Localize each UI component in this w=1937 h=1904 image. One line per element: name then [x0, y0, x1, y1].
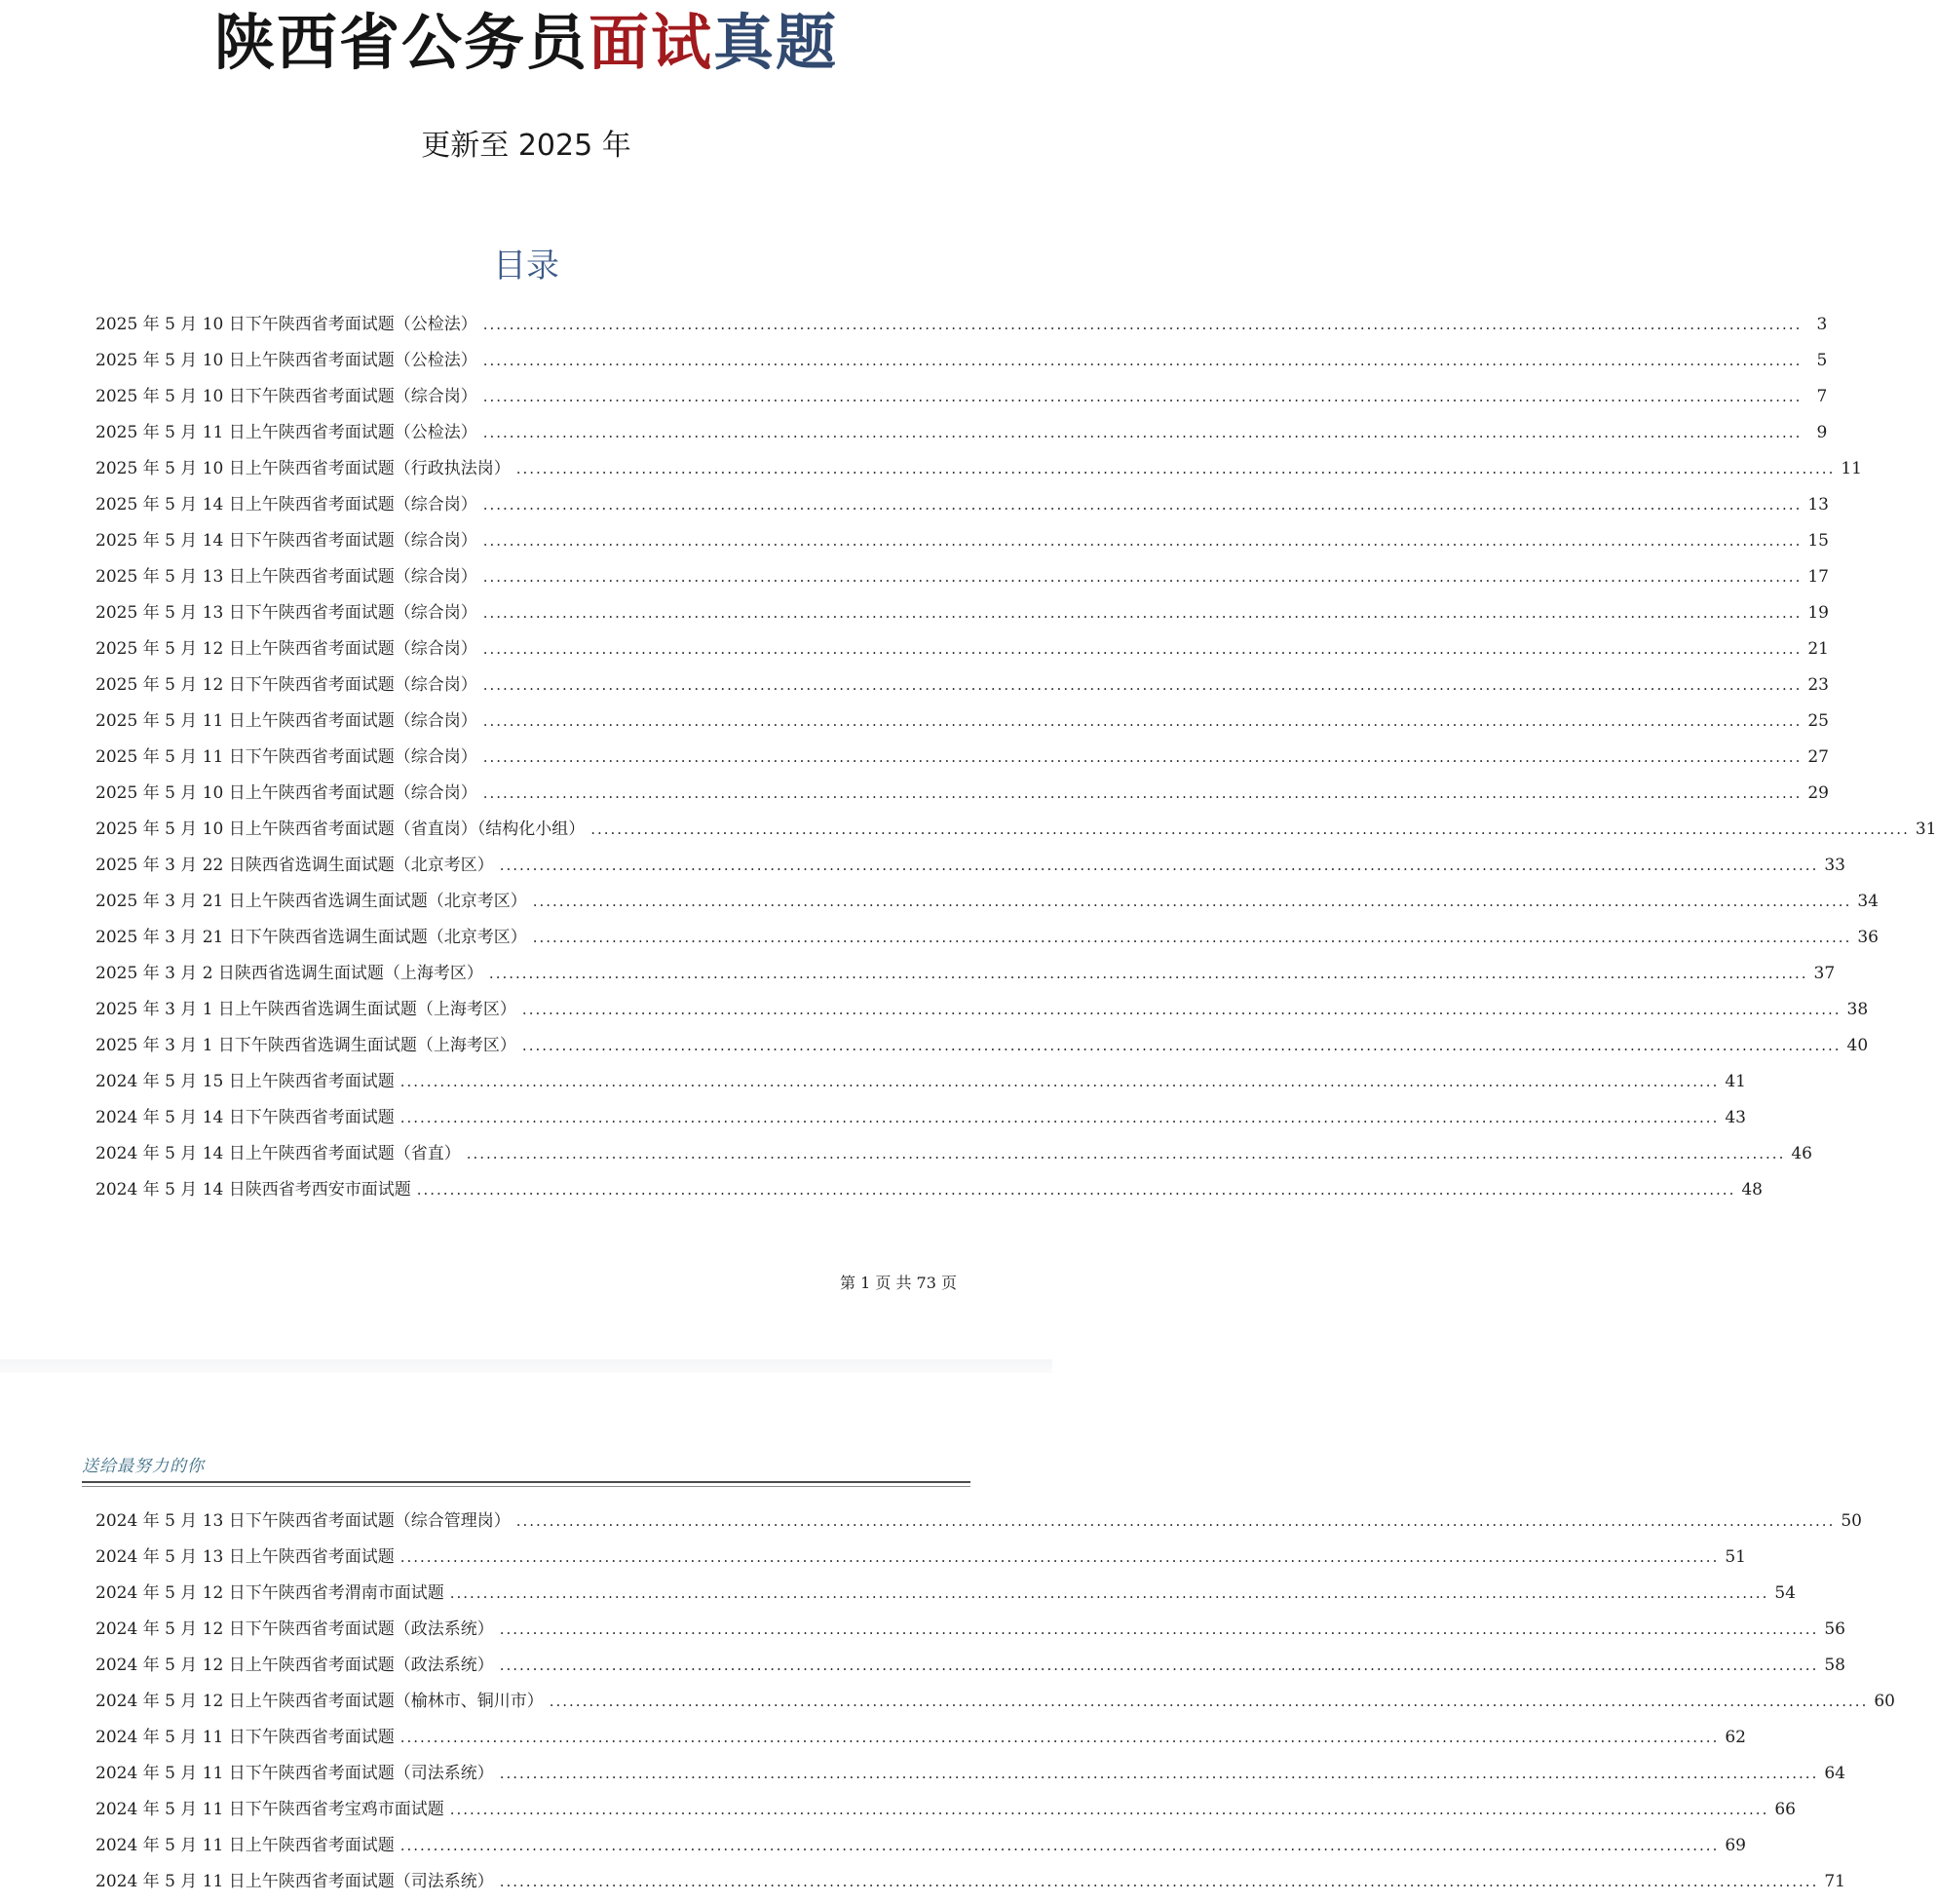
toc-entry-title: 2024 年 5 月 11 日上午陕西省考面试题 [95, 1836, 395, 1855]
toc-entry-title: 2025 年 5 月 12 日上午陕西省考面试题（综合岗） [95, 639, 477, 659]
toc-entry-page: 11 [1841, 459, 1862, 478]
toc-leader-dots: ........................................................................................................................................................................................................ [416, 1181, 1736, 1199]
document-subtitle: 更新至 2025 年 [421, 129, 631, 163]
toc-leader-dots: ........................................................................................................................................................................................................ [482, 712, 1803, 730]
toc-entry-title: 2025 年 3 月 2 日陕西省选调生面试题（上海考区） [95, 964, 483, 983]
toc-entry-page: 66 [1774, 1800, 1796, 1819]
toc-entry[interactable] [95, 812, 1937, 848]
toc-entry-page: 60 [1874, 1692, 1895, 1711]
toc-entry[interactable] [95, 1612, 1845, 1648]
toc-leader-dots: ........................................................................................................................................................................................................ [499, 1873, 1819, 1890]
toc-leader-dots: ........................................................................................................................................................................................................ [482, 676, 1803, 694]
toc-entry-page: 33 [1824, 856, 1845, 875]
toc-entry[interactable] [95, 1028, 1869, 1064]
header-rule-thin [82, 1486, 970, 1487]
toc-entry-page: 31 [1915, 819, 1937, 839]
title-highlight-blue: 真题 [713, 7, 839, 78]
toc-entry[interactable] [95, 487, 1829, 523]
toc-entry-title: 2024 年 5 月 14 日上午陕西省考面试题（省直） [95, 1144, 461, 1163]
toc-entry-title: 2024 年 5 月 13 日下午陕西省考面试题（综合管理岗） [95, 1511, 511, 1531]
toc-leader-dots: ........................................................................................................................................................................................................ [499, 1656, 1819, 1674]
toc-leader-dots: ........................................................................................................................................................................................................ [399, 1548, 1720, 1566]
toc-entry[interactable] [95, 1136, 1812, 1172]
toc-leader-dots: ........................................................................................................................................................................................................ [499, 1620, 1819, 1638]
toc-entry-page: 38 [1846, 1000, 1869, 1019]
toc-entry-title: 2025 年 3 月 22 日陕西省选调生面试题（北京考区） [95, 856, 494, 875]
toc-leader-dots: ........................................................................................................................................................................................................ [482, 748, 1803, 766]
toc-entry-title: 2025 年 5 月 11 日上午陕西省考面试题（综合岗） [95, 711, 477, 731]
toc-leader-dots: ........................................................................................................................................................................................................ [482, 424, 1803, 441]
toc-entry-page: 40 [1846, 1036, 1869, 1055]
toc-entry-page: 51 [1725, 1547, 1746, 1567]
toc-leader-dots: ........................................................................................................................................................................................................ [488, 965, 1808, 982]
toc-entry-title: 2025 年 3 月 1 日下午陕西省选调生面试题（上海考区） [95, 1036, 516, 1055]
toc-entry-title: 2024 年 5 月 11 日上午陕西省考面试题（司法系统） [95, 1872, 494, 1891]
toc-entry[interactable] [95, 1828, 1746, 1864]
toc-entry[interactable] [95, 631, 1829, 667]
toc-entry[interactable] [95, 1720, 1746, 1756]
title-main: 陕西省公务员 [213, 7, 589, 78]
toc-entry-page: 3 [1816, 315, 1828, 334]
toc-entry-title: 2025 年 3 月 21 日上午陕西省选调生面试题（北京考区） [95, 892, 527, 911]
toc-leader-dots: ........................................................................................................................................................................................................ [590, 820, 1910, 838]
toc-entry-title: 2025 年 5 月 10 日上午陕西省考面试题（综合岗） [95, 783, 477, 803]
toc-entry[interactable] [95, 1100, 1746, 1136]
toc-entry-title: 2024 年 5 月 12 日下午陕西省考渭南市面试题 [95, 1583, 444, 1603]
toc-entry-page: 37 [1813, 964, 1836, 983]
toc-entry-title: 2025 年 5 月 14 日上午陕西省考面试题（综合岗） [95, 495, 477, 514]
toc-entry-page: 5 [1816, 351, 1828, 370]
toc-entry-page: 25 [1807, 711, 1829, 731]
toc-entry[interactable] [95, 1064, 1746, 1100]
toc-leader-dots: ........................................................................................................................................................................................................ [399, 1729, 1720, 1746]
toc-entry-title: 2025 年 5 月 11 日上午陕西省考面试题（公检法） [95, 423, 477, 442]
toc-entry-page: 54 [1774, 1583, 1796, 1603]
toc-entry-page: 41 [1725, 1072, 1746, 1091]
toc-entry[interactable] [95, 1504, 1862, 1540]
toc-entry[interactable] [95, 523, 1829, 559]
toc-entry[interactable] [95, 1648, 1845, 1684]
toc-entry-title: 2024 年 5 月 13 日上午陕西省考面试题 [95, 1547, 395, 1567]
toc-entry[interactable] [95, 451, 1862, 487]
toc-entry[interactable] [95, 343, 1828, 379]
header-rule [82, 1481, 970, 1483]
document-title [0, 6, 1052, 80]
toc-entry[interactable] [95, 1864, 1845, 1900]
toc-entry[interactable] [95, 956, 1836, 992]
toc-entry-title: 2025 年 5 月 14 日下午陕西省考面试题（综合岗） [95, 531, 477, 551]
toc-entry-title: 2024 年 5 月 12 日上午陕西省考面试题（榆林市、铜川市） [95, 1692, 544, 1711]
toc-entry-title: 2024 年 5 月 14 日陕西省考西安市面试题 [95, 1180, 411, 1200]
toc-entry-title: 2024 年 5 月 11 日下午陕西省考面试题 [95, 1728, 395, 1747]
toc-entry[interactable] [95, 740, 1829, 776]
toc-entry-title: 2025 年 5 月 10 日下午陕西省考面试题（公检法） [95, 315, 477, 334]
toc-entry-page: 64 [1824, 1764, 1845, 1783]
toc-leader-dots: ........................................................................................................................................................................................................ [449, 1801, 1769, 1818]
toc-entry-title: 2025 年 5 月 11 日下午陕西省考面试题（综合岗） [95, 747, 477, 767]
toc-entry[interactable] [95, 704, 1829, 740]
toc-entry-page: 50 [1841, 1511, 1862, 1531]
toc-entry-page: 62 [1725, 1728, 1746, 1747]
toc-entry-page: 58 [1824, 1656, 1845, 1675]
toc-entry-page: 23 [1807, 675, 1829, 695]
toc-entry-title: 2024 年 5 月 15 日上午陕西省考面试题 [95, 1072, 395, 1091]
toc-entry-title: 2024 年 5 月 11 日下午陕西省考宝鸡市面试题 [95, 1800, 444, 1819]
toc-leader-dots: ........................................................................................................................................................................................................ [499, 1765, 1819, 1782]
toc-entry-page: 15 [1807, 531, 1829, 551]
toc-entry-page: 56 [1824, 1619, 1845, 1639]
toc-leader-dots: ........................................................................................................................................................................................................ [532, 929, 1852, 946]
toc-leader-dots: ........................................................................................................................................................................................................ [482, 784, 1803, 802]
toc-entry-page: 69 [1725, 1836, 1746, 1855]
toc-entry[interactable] [95, 667, 1829, 704]
toc-entry-title: 2025 年 5 月 10 日上午陕西省考面试题（省直岗）（结构化小组） [95, 819, 586, 839]
toc-entry[interactable] [95, 595, 1829, 631]
toc-entry[interactable] [95, 1756, 1845, 1792]
toc-entry-page: 9 [1816, 423, 1828, 442]
toc-entry-page: 43 [1725, 1108, 1746, 1127]
toc-entry[interactable] [95, 559, 1829, 595]
toc-entry-title: 2024 年 5 月 12 日上午陕西省考面试题（政法系统） [95, 1656, 494, 1675]
toc-entry-title: 2025 年 5 月 10 日下午陕西省考面试题（综合岗） [95, 387, 477, 406]
toc-entry-page: 21 [1807, 639, 1829, 659]
toc-entry-page: 27 [1807, 747, 1829, 767]
toc-leader-dots: ........................................................................................................................................................................................................ [521, 1001, 1842, 1018]
toc-entry[interactable] [95, 1172, 1763, 1208]
toc-leader-dots: ........................................................................................................................................................................................................ [466, 1145, 1786, 1162]
toc-leader-dots: ........................................................................................................................................................................................................ [532, 893, 1852, 910]
toc-entry-page: 19 [1807, 603, 1829, 623]
toc-entry-page: 36 [1857, 928, 1879, 947]
toc-heading: 目录 [493, 247, 559, 286]
toc-leader-dots: ........................................................................................................................................................................................................ [399, 1837, 1720, 1854]
toc-entry-title: 2024 年 5 月 12 日下午陕西省考面试题（政法系统） [95, 1619, 494, 1639]
toc-leader-dots: ........................................................................................................................................................................................................ [482, 316, 1803, 333]
toc-leader-dots: ........................................................................................................................................................................................................ [549, 1693, 1869, 1710]
toc-leader-dots: ........................................................................................................................................................................................................ [482, 568, 1803, 586]
toc-entry-title: 2025 年 5 月 10 日上午陕西省考面试题（公检法） [95, 351, 477, 370]
toc-leader-dots: ........................................................................................................................................................................................................ [515, 460, 1836, 477]
toc-entry-title: 2025 年 3 月 21 日下午陕西省选调生面试题（北京考区） [95, 928, 527, 947]
toc-entry[interactable] [95, 379, 1828, 415]
toc-leader-dots: ........................................................................................................................................................................................................ [482, 388, 1803, 405]
toc-entry-title: 2025 年 5 月 10 日上午陕西省考面试题（行政执法岗） [95, 459, 511, 478]
toc-entry[interactable] [95, 1684, 1895, 1720]
toc-entry-page: 17 [1807, 567, 1829, 587]
toc-entry[interactable] [95, 848, 1845, 884]
toc-entry-title: 2024 年 5 月 14 日下午陕西省考面试题 [95, 1108, 395, 1127]
toc-entry-title: 2025 年 3 月 1 日上午陕西省选调生面试题（上海考区） [95, 1000, 516, 1019]
title-highlight-red: 面试 [588, 7, 713, 78]
toc-leader-dots: ........................................................................................................................................................................................................ [449, 1584, 1769, 1602]
toc-leader-dots: ........................................................................................................................................................................................................ [521, 1037, 1842, 1054]
page-number-footer: 第 1 页 共 73 页 [840, 1274, 957, 1292]
toc-entry[interactable] [95, 415, 1828, 451]
table-of-contents-page-2 [95, 1504, 1895, 1900]
toc-entry[interactable] [95, 1540, 1746, 1576]
running-header: 送给最努力的你 [82, 1457, 205, 1476]
toc-leader-dots: ........................................................................................................................................................................................................ [482, 640, 1803, 658]
toc-entry-page: 13 [1807, 495, 1829, 514]
toc-entry[interactable] [95, 884, 1879, 920]
toc-entry-page: 46 [1791, 1144, 1812, 1163]
toc-leader-dots: ........................................................................................................................................................................................................ [499, 857, 1819, 874]
toc-entry[interactable] [95, 307, 1828, 343]
toc-leader-dots: ........................................................................................................................................................................................................ [482, 352, 1803, 369]
toc-entry-page: 34 [1857, 892, 1879, 911]
toc-leader-dots: ........................................................................................................................................................................................................ [482, 532, 1803, 550]
toc-entry-page: 48 [1741, 1180, 1763, 1200]
toc-leader-dots: ........................................................................................................................................................................................................ [399, 1109, 1720, 1126]
toc-entry-page: 29 [1807, 783, 1829, 803]
page-separator [0, 1359, 1052, 1373]
toc-entry-page: 7 [1816, 387, 1828, 406]
toc-entry-title: 2024 年 5 月 11 日下午陕西省考面试题（司法系统） [95, 1764, 494, 1783]
toc-leader-dots: ........................................................................................................................................................................................................ [399, 1073, 1720, 1090]
toc-entry[interactable] [95, 992, 1869, 1028]
table-of-contents-page-1 [95, 307, 1937, 1208]
toc-entry[interactable] [95, 1792, 1796, 1828]
toc-entry[interactable] [95, 1576, 1796, 1612]
toc-entry-title: 2025 年 5 月 13 日下午陕西省考面试题（综合岗） [95, 603, 477, 623]
toc-leader-dots: ........................................................................................................................................................................................................ [482, 604, 1803, 622]
toc-leader-dots: ........................................................................................................................................................................................................ [515, 1512, 1836, 1530]
toc-entry[interactable] [95, 776, 1829, 812]
toc-entry-page: 71 [1824, 1872, 1845, 1891]
toc-leader-dots: ........................................................................................................................................................................................................ [482, 496, 1803, 514]
toc-entry-title: 2025 年 5 月 12 日下午陕西省考面试题（综合岗） [95, 675, 477, 695]
toc-entry-title: 2025 年 5 月 13 日上午陕西省考面试题（综合岗） [95, 567, 477, 587]
toc-entry[interactable] [95, 920, 1879, 956]
